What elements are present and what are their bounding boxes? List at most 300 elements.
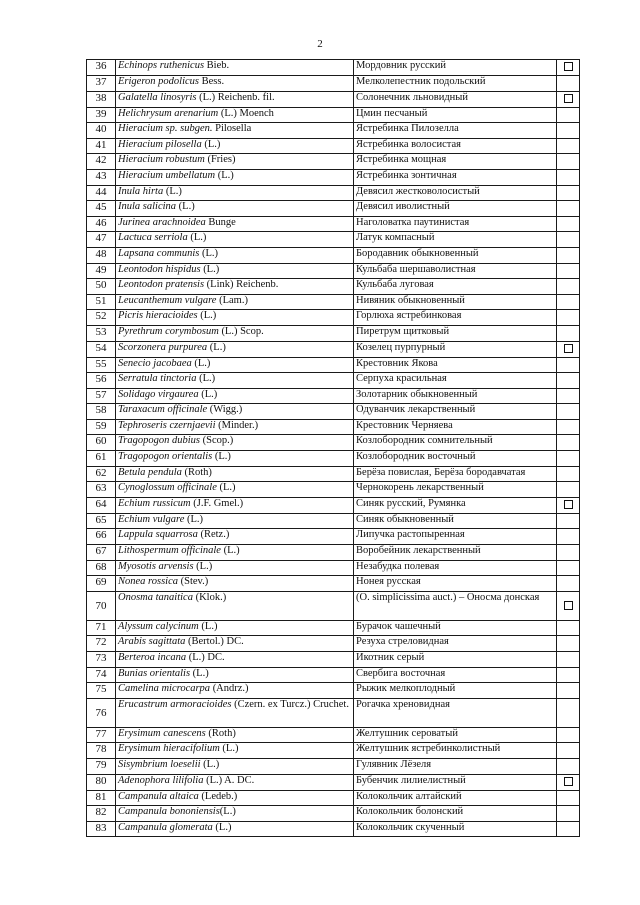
latin-name-cell — [116, 758, 354, 774]
species-author: Bieb. — [204, 60, 230, 71]
table-row — [87, 636, 580, 652]
species-author: (Ledeb.) — [198, 790, 238, 802]
latin-name-cell — [116, 279, 354, 295]
species-author: Bunge — [205, 216, 236, 228]
checkbox-cell — [557, 667, 580, 683]
latin-species-name: Camelina microcarpa — [118, 683, 211, 695]
latin-name-cell — [116, 529, 354, 545]
latin-name-cell — [116, 435, 354, 451]
latin-species-name: Erucastrum armoracioides — [118, 698, 232, 710]
latin-species-name: Scorzonera purpurea — [118, 341, 208, 353]
checkbox-icon[interactable] — [564, 777, 573, 786]
row-number: 64 — [87, 497, 116, 513]
checkbox-cell — [557, 294, 580, 310]
latin-species-name: Erysimum canescens — [118, 727, 206, 739]
row-number: 57 — [87, 388, 116, 404]
checkbox-cell — [557, 636, 580, 652]
table-row — [87, 294, 580, 310]
species-author: (Retz.) — [197, 529, 230, 541]
row-number: 60 — [87, 435, 116, 451]
checkbox-cell — [557, 279, 580, 295]
latin-species-name: Hieracium umbellatum — [118, 169, 216, 181]
checkbox-cell — [557, 758, 580, 774]
row-number: 47 — [87, 232, 116, 248]
table-row — [87, 404, 580, 420]
row-number: 81 — [87, 790, 116, 806]
table-row — [87, 821, 580, 837]
row-number: 71 — [87, 620, 116, 636]
species-author: (L.) — [220, 545, 240, 557]
latin-name-cell — [116, 806, 354, 822]
latin-name-cell — [116, 76, 354, 92]
latin-species-name: Onosma tanaitica — [118, 591, 193, 603]
latin-name-cell — [116, 451, 354, 467]
checkbox-cell — [557, 107, 580, 123]
row-number: 83 — [87, 821, 116, 837]
russian-name: Кульбаба луговая — [354, 279, 557, 295]
page-number: 2 — [317, 38, 323, 50]
latin-name-cell — [116, 482, 354, 498]
row-number: 76 — [87, 698, 116, 727]
checkbox-cell — [557, 154, 580, 170]
latin-name-cell — [116, 790, 354, 806]
latin-species-name: Leontodon pratensis — [118, 279, 205, 291]
russian-name: Наголоватка паутинистая — [354, 216, 557, 232]
latin-name-cell — [116, 419, 354, 435]
row-number: 56 — [87, 373, 116, 389]
table-row — [87, 545, 580, 561]
species-author: (Andrz.) — [210, 683, 249, 695]
russian-name: Ястребинка Пилозелла — [354, 123, 557, 139]
checkbox-icon[interactable] — [564, 500, 573, 509]
latin-name-cell — [116, 774, 354, 790]
latin-name-cell — [116, 294, 354, 310]
row-number: 54 — [87, 341, 116, 357]
species-author: (L.) — [163, 185, 182, 197]
row-number: 62 — [87, 466, 116, 482]
russian-name: Цмин песчаный — [354, 107, 557, 123]
table-row — [87, 91, 580, 107]
russian-name: Нивяник обыкновенный — [354, 294, 557, 310]
latin-name-cell — [116, 545, 354, 561]
row-number: 38 — [87, 91, 116, 107]
row-number: 68 — [87, 560, 116, 576]
checkbox-cell — [557, 482, 580, 498]
checkbox-cell — [557, 497, 580, 513]
checkbox-cell — [557, 201, 580, 217]
checkbox-cell — [557, 466, 580, 482]
row-number: 69 — [87, 576, 116, 592]
table-row — [87, 806, 580, 822]
checkbox-cell — [557, 620, 580, 636]
latin-species-name: Hieracium sp. subgen. — [118, 123, 213, 135]
checkbox-cell — [557, 388, 580, 404]
russian-name: Колокольчик скученный — [354, 821, 557, 837]
latin-name-cell — [116, 123, 354, 139]
russian-name: Кульбаба шершаволистная — [354, 263, 557, 279]
russian-name: Синяк русский, Румянка — [354, 497, 557, 513]
latin-species-name: Echium russicum — [118, 497, 191, 509]
table-row — [87, 790, 580, 806]
species-author: (L.) — [193, 560, 213, 572]
table-row — [87, 310, 580, 326]
latin-name-cell — [116, 388, 354, 404]
species-author: (L.) — [198, 620, 218, 632]
row-number: 80 — [87, 774, 116, 790]
species-author: (Lam.) — [216, 294, 248, 306]
latin-name-cell — [116, 247, 354, 263]
row-number: 55 — [87, 357, 116, 373]
species-author: (L.) — [200, 263, 220, 275]
species-author: (Roth) — [205, 727, 236, 739]
latin-name-cell — [116, 60, 354, 76]
latin-name-cell — [116, 216, 354, 232]
row-number: 43 — [87, 169, 116, 185]
russian-name: Девясил иволистный — [354, 201, 557, 217]
row-number: 49 — [87, 263, 116, 279]
species-author: (Minder.) — [215, 419, 259, 431]
latin-species-name: Campanula glomerata — [118, 821, 213, 833]
latin-name-cell — [116, 138, 354, 154]
row-number: 82 — [87, 806, 116, 822]
table-row — [87, 76, 580, 92]
latin-name-cell — [116, 560, 354, 576]
table-row — [87, 123, 580, 139]
checkbox-cell — [557, 76, 580, 92]
checkbox-cell — [557, 185, 580, 201]
latin-species-name: Arabis sagittata — [118, 636, 186, 648]
species-author: (Bertol.) DC. — [185, 636, 244, 648]
checkbox-cell — [557, 169, 580, 185]
table-row — [87, 138, 580, 154]
table-row — [87, 201, 580, 217]
row-number: 42 — [87, 154, 116, 170]
species-author: (Czern. ex Turcz.) Cruchet. — [231, 698, 349, 710]
latin-species-name: Cynoglossum officinale — [118, 482, 217, 494]
species-author: (L.) — [219, 743, 239, 755]
species-author: (L.) — [219, 806, 236, 818]
latin-species-name: Adenophora lilifolia — [118, 774, 204, 786]
latin-species-name: Nonea rossica — [118, 576, 178, 588]
table-row — [87, 683, 580, 699]
latin-species-name: Leontodon hispidus — [118, 263, 201, 275]
russian-name: Желтушник сероватый — [354, 727, 557, 743]
species-author: Pilosella — [212, 123, 252, 135]
species-author: (L.) — [199, 247, 219, 259]
checkbox-cell — [557, 404, 580, 420]
latin-name-cell — [116, 310, 354, 326]
latin-species-name: Inula hirta — [118, 185, 164, 197]
latin-name-cell — [116, 497, 354, 513]
latin-species-name: Pyrethrum corymbosum — [118, 325, 219, 337]
species-author: (L.) — [201, 138, 221, 150]
checkbox-cell — [557, 91, 580, 107]
russian-name: Икотник серый — [354, 652, 557, 668]
latin-species-name: Hieracium robustum — [118, 154, 205, 166]
latin-species-name: Campanula altaica — [118, 790, 199, 802]
row-number: 58 — [87, 404, 116, 420]
species-author: (Stev.) — [178, 576, 209, 588]
russian-name: Золотарник обыкновенный — [354, 388, 557, 404]
latin-species-name: Sisymbrium loeselii — [118, 758, 201, 770]
checkbox-cell — [557, 247, 580, 263]
checkbox-cell — [557, 60, 580, 76]
row-number: 41 — [87, 138, 116, 154]
table-row — [87, 497, 580, 513]
checkbox-cell — [557, 529, 580, 545]
latin-species-name: Picris hieracioides — [118, 310, 198, 322]
checkbox-cell — [557, 310, 580, 326]
russian-name: Свербига восточная — [354, 667, 557, 683]
latin-name-cell — [116, 636, 354, 652]
russian-name: Колокольчик болонский — [354, 806, 557, 822]
latin-name-cell — [116, 373, 354, 389]
russian-name: Мелколепестник подольский — [354, 76, 557, 92]
species-author: (L.) — [197, 310, 217, 322]
latin-name-cell — [116, 232, 354, 248]
russian-name: Рыжик мелкоплодный — [354, 683, 557, 699]
table-row — [87, 341, 580, 357]
table-row — [87, 774, 580, 790]
checkbox-cell — [557, 325, 580, 341]
species-table — [86, 59, 580, 837]
russian-name: Воробейник лекарственный — [354, 545, 557, 561]
checkbox-cell — [557, 451, 580, 467]
species-author: (L.) — [207, 341, 226, 353]
russian-name: Гулявник Лёзеля — [354, 758, 557, 774]
table-row — [87, 247, 580, 263]
russian-name: Колокольчик алтайский — [354, 790, 557, 806]
latin-species-name: Bunias orientalis — [118, 667, 191, 679]
russian-name: Ястребинка мощная — [354, 154, 557, 170]
checkbox-cell — [557, 774, 580, 790]
checkbox-icon[interactable] — [564, 94, 573, 103]
table-row — [87, 216, 580, 232]
latin-name-cell — [116, 263, 354, 279]
table-row — [87, 419, 580, 435]
latin-species-name: Inula salicina — [118, 201, 177, 213]
table-row — [87, 466, 580, 482]
checkbox-cell — [557, 216, 580, 232]
table-row — [87, 279, 580, 295]
table-row — [87, 482, 580, 498]
latin-species-name: Erysimum hieracifolium — [118, 743, 220, 755]
latin-name-cell — [116, 107, 354, 123]
row-number: 50 — [87, 279, 116, 295]
russian-name: Нонея русская — [354, 576, 557, 592]
latin-name-cell — [116, 821, 354, 837]
checkbox-cell — [557, 683, 580, 699]
latin-species-name: Alyssum calycinum — [118, 620, 199, 632]
species-author: (L.) DC. — [186, 652, 225, 663]
russian-name: Пиретрум щитковый — [354, 325, 557, 341]
latin-name-cell — [116, 154, 354, 170]
checkbox-cell — [557, 435, 580, 451]
row-number: 77 — [87, 727, 116, 743]
latin-species-name: Echium vulgare — [118, 513, 185, 525]
row-number: 79 — [87, 758, 116, 774]
latin-name-cell — [116, 576, 354, 592]
checkbox-cell — [557, 806, 580, 822]
russian-name: Латук компасный — [354, 232, 557, 248]
russian-name: Козлобородник восточный — [354, 451, 557, 467]
table-row — [87, 325, 580, 341]
row-number: 39 — [87, 107, 116, 123]
latin-name-cell — [116, 357, 354, 373]
latin-species-name: Lappula squarrosa — [118, 529, 198, 541]
russian-name: Желтушник ястребинколистный — [354, 743, 557, 759]
species-author: Bess. — [198, 76, 225, 87]
latin-species-name: Lithospermum officinale — [118, 545, 221, 557]
checkbox-cell — [557, 790, 580, 806]
latin-species-name: Myosotis arvensis — [118, 560, 194, 572]
latin-name-cell — [116, 667, 354, 683]
species-author: (L.) Scop. — [218, 325, 264, 337]
species-author: (Klok.) — [192, 591, 227, 603]
latin-name-cell — [116, 620, 354, 636]
row-number: 51 — [87, 294, 116, 310]
russian-name: Серпуха красильная — [354, 373, 557, 389]
table-row — [87, 373, 580, 389]
latin-name-cell — [116, 185, 354, 201]
latin-name-cell — [116, 743, 354, 759]
checkbox-cell — [557, 821, 580, 837]
table-row — [87, 576, 580, 592]
species-author: (J.F. Gmel.) — [190, 497, 244, 509]
checkbox-icon[interactable] — [564, 62, 573, 71]
row-number: 46 — [87, 216, 116, 232]
latin-name-cell — [116, 169, 354, 185]
latin-species-name: Echinops ruthenicus — [118, 60, 205, 71]
russian-name: Солонечник льновидный — [354, 91, 557, 107]
species-author: (L.) — [212, 451, 231, 463]
species-author: (L.) — [212, 821, 232, 833]
latin-species-name: Helichrysum arenarium — [118, 107, 219, 119]
row-number: 74 — [87, 667, 116, 683]
latin-species-name: Leucanthemum vulgare — [118, 294, 217, 306]
table-row — [87, 154, 580, 170]
latin-name-cell — [116, 727, 354, 743]
russian-name: Горлюха ястребинковая — [354, 310, 557, 326]
table-row — [87, 435, 580, 451]
checkbox-cell — [557, 743, 580, 759]
species-author: (Fries) — [204, 154, 236, 166]
table-row — [87, 60, 580, 76]
species-author: (L.) — [215, 169, 234, 181]
table-row — [87, 529, 580, 545]
russian-name: Козелец пурпурный — [354, 341, 557, 357]
table-row — [87, 727, 580, 743]
table-row — [87, 513, 580, 529]
latin-species-name: Berteroa incana — [118, 652, 187, 663]
checkbox-cell — [557, 357, 580, 373]
row-number: 67 — [87, 545, 116, 561]
latin-species-name: Lapsana communis — [118, 247, 200, 259]
latin-species-name: Betula pendula — [118, 466, 182, 478]
latin-species-name: Lactuca serriola — [118, 232, 188, 244]
latin-name-cell — [116, 513, 354, 529]
russian-name: Бубенчик лилиелистный — [354, 774, 557, 790]
checkbox-cell — [557, 591, 580, 620]
checkbox-cell — [557, 513, 580, 529]
latin-name-cell — [116, 683, 354, 699]
species-table-body — [87, 60, 580, 837]
table-row — [87, 560, 580, 576]
checkbox-cell — [557, 138, 580, 154]
latin-species-name: Solidago virgaurea — [118, 388, 199, 400]
latin-name-cell — [116, 201, 354, 217]
latin-name-cell — [116, 698, 354, 727]
row-number: 52 — [87, 310, 116, 326]
row-number: 36 — [87, 60, 116, 76]
checkbox-cell — [557, 232, 580, 248]
checkbox-icon[interactable] — [564, 601, 573, 610]
species-author: (L.) — [198, 388, 218, 400]
russian-name: Крестовник Черняева — [354, 419, 557, 435]
checkbox-cell — [557, 341, 580, 357]
species-author: (L.) — [187, 232, 207, 244]
latin-name-cell — [116, 591, 354, 620]
table-row — [87, 107, 580, 123]
checkbox-icon[interactable] — [564, 344, 573, 353]
table-row — [87, 591, 580, 620]
latin-species-name: Hieracium pilosella — [118, 138, 202, 150]
latin-name-cell — [116, 652, 354, 668]
russian-name: Ястребинка волосистая — [354, 138, 557, 154]
species-author: (Roth) — [181, 466, 212, 478]
table-row — [87, 451, 580, 467]
table-row — [87, 232, 580, 248]
row-number: 70 — [87, 591, 116, 620]
checkbox-cell — [557, 727, 580, 743]
russian-name: Чернокорень лекарственный — [354, 482, 557, 498]
table-row — [87, 758, 580, 774]
species-author: (L.) — [176, 201, 195, 213]
russian-name: Бурачок чашечный — [354, 620, 557, 636]
russian-name: Рогачка хреновидная — [354, 698, 557, 727]
species-author: (Scop.) — [199, 435, 234, 447]
species-author: (L.) — [191, 357, 211, 369]
row-number: 66 — [87, 529, 116, 545]
table-row — [87, 388, 580, 404]
row-number: 59 — [87, 419, 116, 435]
species-author: (Wigg.) — [207, 404, 243, 416]
checkbox-cell — [557, 576, 580, 592]
table-row — [87, 620, 580, 636]
latin-species-name: Jurinea arachnoidea — [118, 216, 206, 228]
table-row — [87, 357, 580, 373]
table-row — [87, 698, 580, 727]
latin-species-name: Tragopogon dubius — [118, 435, 200, 447]
row-number: 40 — [87, 123, 116, 139]
russian-name: (O. simplicissima auct.) – Оносма донская — [354, 591, 557, 620]
russian-name: Одуванчик лекарственный — [354, 404, 557, 420]
species-author: (L.) — [196, 373, 216, 385]
latin-species-name: Erigeron podolicus — [118, 76, 199, 87]
species-author: (L.) Moench — [218, 107, 274, 119]
row-number: 72 — [87, 636, 116, 652]
russian-name: Бородавник обыкновенный — [354, 247, 557, 263]
table-row — [87, 652, 580, 668]
table-row — [87, 667, 580, 683]
table-row — [87, 743, 580, 759]
row-number: 75 — [87, 683, 116, 699]
russian-name: Ястребинка зонтичная — [354, 169, 557, 185]
row-number: 63 — [87, 482, 116, 498]
species-author: (L.) — [190, 667, 209, 679]
latin-species-name: Senecio jacobaea — [118, 357, 192, 369]
row-number: 65 — [87, 513, 116, 529]
